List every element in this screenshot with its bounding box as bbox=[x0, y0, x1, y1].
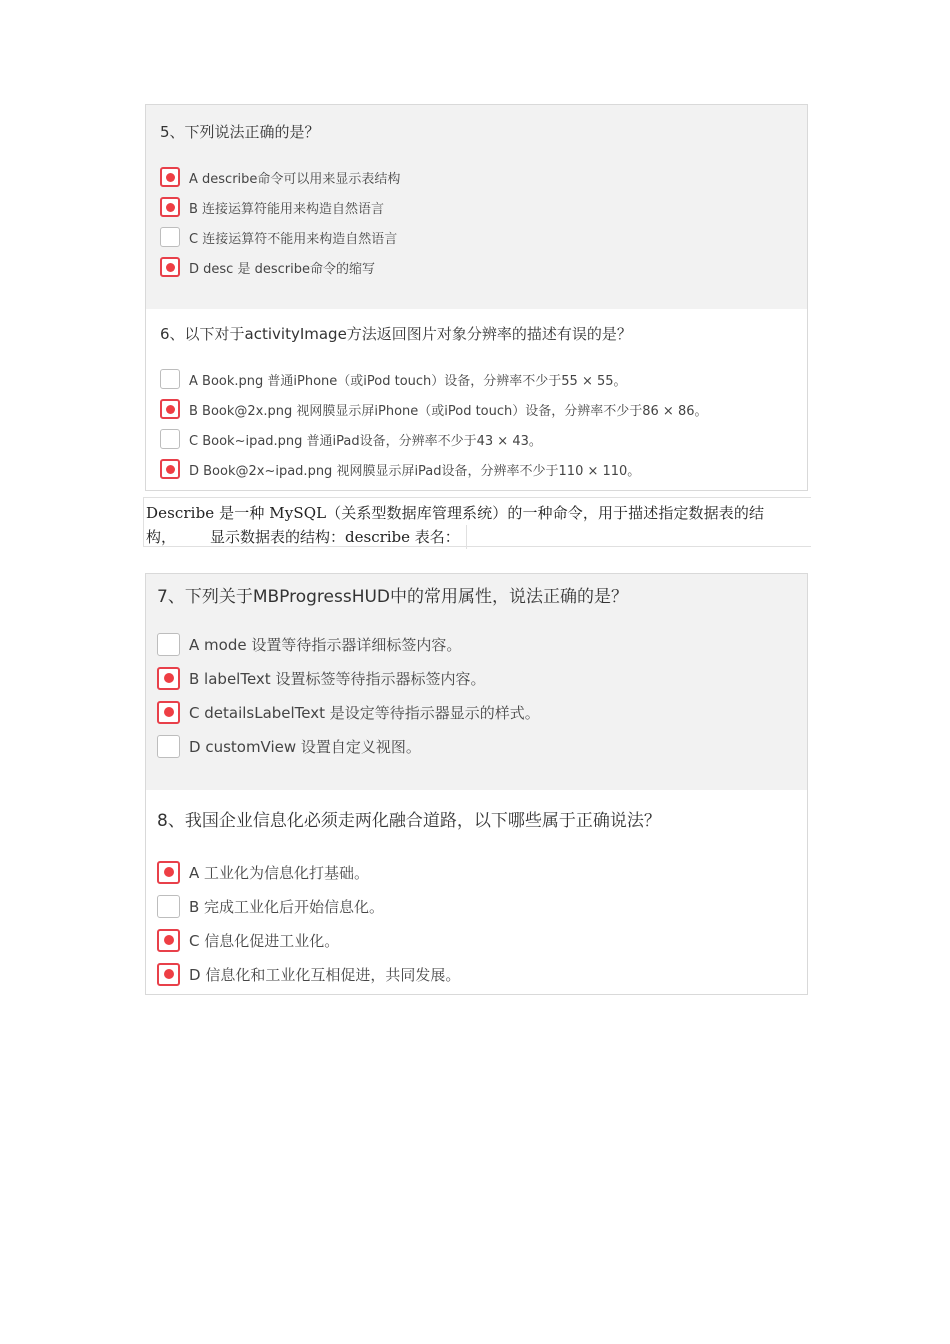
q7-option-c-checkbox[interactable] bbox=[157, 701, 180, 724]
q6-option-a-checkbox[interactable] bbox=[160, 369, 180, 389]
q5-option-d-checkbox[interactable] bbox=[160, 257, 180, 277]
question-6 bbox=[146, 309, 807, 490]
q7-option-d[interactable] bbox=[157, 729, 807, 763]
q6-option-c[interactable] bbox=[160, 424, 807, 454]
q8-option-b[interactable] bbox=[157, 889, 807, 923]
q6-option-b[interactable] bbox=[160, 394, 807, 424]
q8-option-d-label: D 信息化和工业化互相促进，共同发展。 bbox=[189, 965, 461, 984]
q5-option-c-checkbox[interactable] bbox=[160, 227, 180, 247]
q8-option-a-label: A 工业化为信息化打基础。 bbox=[189, 863, 370, 882]
q8-option-d[interactable] bbox=[157, 957, 807, 991]
q5-option-c[interactable] bbox=[160, 222, 807, 252]
q6-option-d-label: D Book@2x~ipad.png 视网膜显示屏iPad设备，分辨率不少于110 × 110。 bbox=[189, 463, 641, 479]
q8-option-c-checkbox[interactable] bbox=[157, 929, 180, 952]
q6-option-a[interactable] bbox=[160, 364, 807, 394]
q6-option-b-checkbox[interactable] bbox=[160, 399, 180, 419]
explanation-line-2-start: 构， bbox=[146, 528, 177, 546]
q5-option-d[interactable] bbox=[160, 252, 807, 282]
q6-option-a-label: A Book.png 普通iPhone（或iPod touch）设备，分辨率不少于55 × 55。 bbox=[189, 373, 627, 389]
q5-option-a-label: A describe命令可以用来显示表结构 bbox=[189, 171, 401, 187]
q7-option-a[interactable] bbox=[157, 627, 807, 661]
question-8 bbox=[146, 790, 807, 994]
question-5-title: 5、下列说法正确的是？ bbox=[160, 123, 320, 141]
q6-option-c-checkbox[interactable] bbox=[160, 429, 180, 449]
q5-option-d-label: D desc 是 describe命令的缩写 bbox=[189, 261, 375, 277]
q8-option-d-checkbox[interactable] bbox=[157, 963, 180, 986]
explanation-line-2 bbox=[146, 525, 467, 549]
q8-option-a-checkbox[interactable] bbox=[157, 861, 180, 884]
q7-option-c[interactable] bbox=[157, 695, 807, 729]
q7-option-b-label: B labelText 设置标签等待指示器标签内容。 bbox=[189, 669, 486, 688]
q7-option-a-label: A mode 设置等待指示器详细标签内容。 bbox=[189, 635, 462, 654]
quiz-card-q5-q6 bbox=[145, 104, 808, 491]
q5-option-a-checkbox[interactable] bbox=[160, 167, 180, 187]
explanation-line-1: Describe 是一种 MySQL（关系型数据库管理系统）的一种命令，用于描述指定数据表的结 bbox=[146, 504, 765, 522]
q7-option-c-label: C detailsLabelText 是设定等待指示器显示的样式。 bbox=[189, 703, 540, 722]
quiz-card-q7-q8 bbox=[145, 573, 808, 995]
q6-option-d[interactable] bbox=[160, 454, 807, 484]
q6-option-c-label: C Book~ipad.png 普通iPad设备，分辨率不少于43 × 43。 bbox=[189, 433, 542, 449]
q7-option-b-checkbox[interactable] bbox=[157, 667, 180, 690]
q7-option-b[interactable] bbox=[157, 661, 807, 695]
q8-option-c[interactable] bbox=[157, 923, 807, 957]
q5-option-b[interactable] bbox=[160, 192, 807, 222]
q8-option-b-checkbox[interactable] bbox=[157, 895, 180, 918]
q7-option-d-checkbox[interactable] bbox=[157, 735, 180, 758]
q5-option-c-label: C 连接运算符不能用来构造自然语言 bbox=[189, 231, 398, 247]
q5-option-b-checkbox[interactable] bbox=[160, 197, 180, 217]
q8-option-a[interactable] bbox=[157, 855, 807, 889]
q5-option-b-label: B 连接运算符能用来构造自然语言 bbox=[189, 201, 385, 217]
explanation-line-2-rest: 显示数据表的结构：describe 表名： bbox=[210, 528, 460, 546]
q8-option-b-label: B 完成工业化后开始信息化。 bbox=[189, 897, 385, 916]
explanation-note bbox=[143, 497, 811, 547]
question-6-title: 6、以下对于activityImage方法返回图片对象分辨率的描述有误的是？ bbox=[160, 325, 632, 343]
q7-option-d-label: D customView 设置自定义视图。 bbox=[189, 737, 421, 756]
question-7-title: 7、下列关于MBProgressHUD中的常用属性，说法正确的是？ bbox=[157, 587, 629, 607]
q6-option-d-checkbox[interactable] bbox=[160, 459, 180, 479]
q5-option-a[interactable] bbox=[160, 162, 807, 192]
question-8-title: 8、我国企业信息化必须走两化融合道路，以下哪些属于正确说法？ bbox=[157, 811, 661, 831]
question-5 bbox=[146, 105, 807, 309]
q8-option-c-label: C 信息化促进工业化。 bbox=[189, 931, 340, 950]
q7-option-a-checkbox[interactable] bbox=[157, 633, 180, 656]
q6-option-b-label: B Book@2x.png 视网膜显示屏iPhone（或iPod touch）设备，分辨率不少于86 × 86。 bbox=[189, 403, 708, 419]
question-7 bbox=[146, 574, 807, 790]
